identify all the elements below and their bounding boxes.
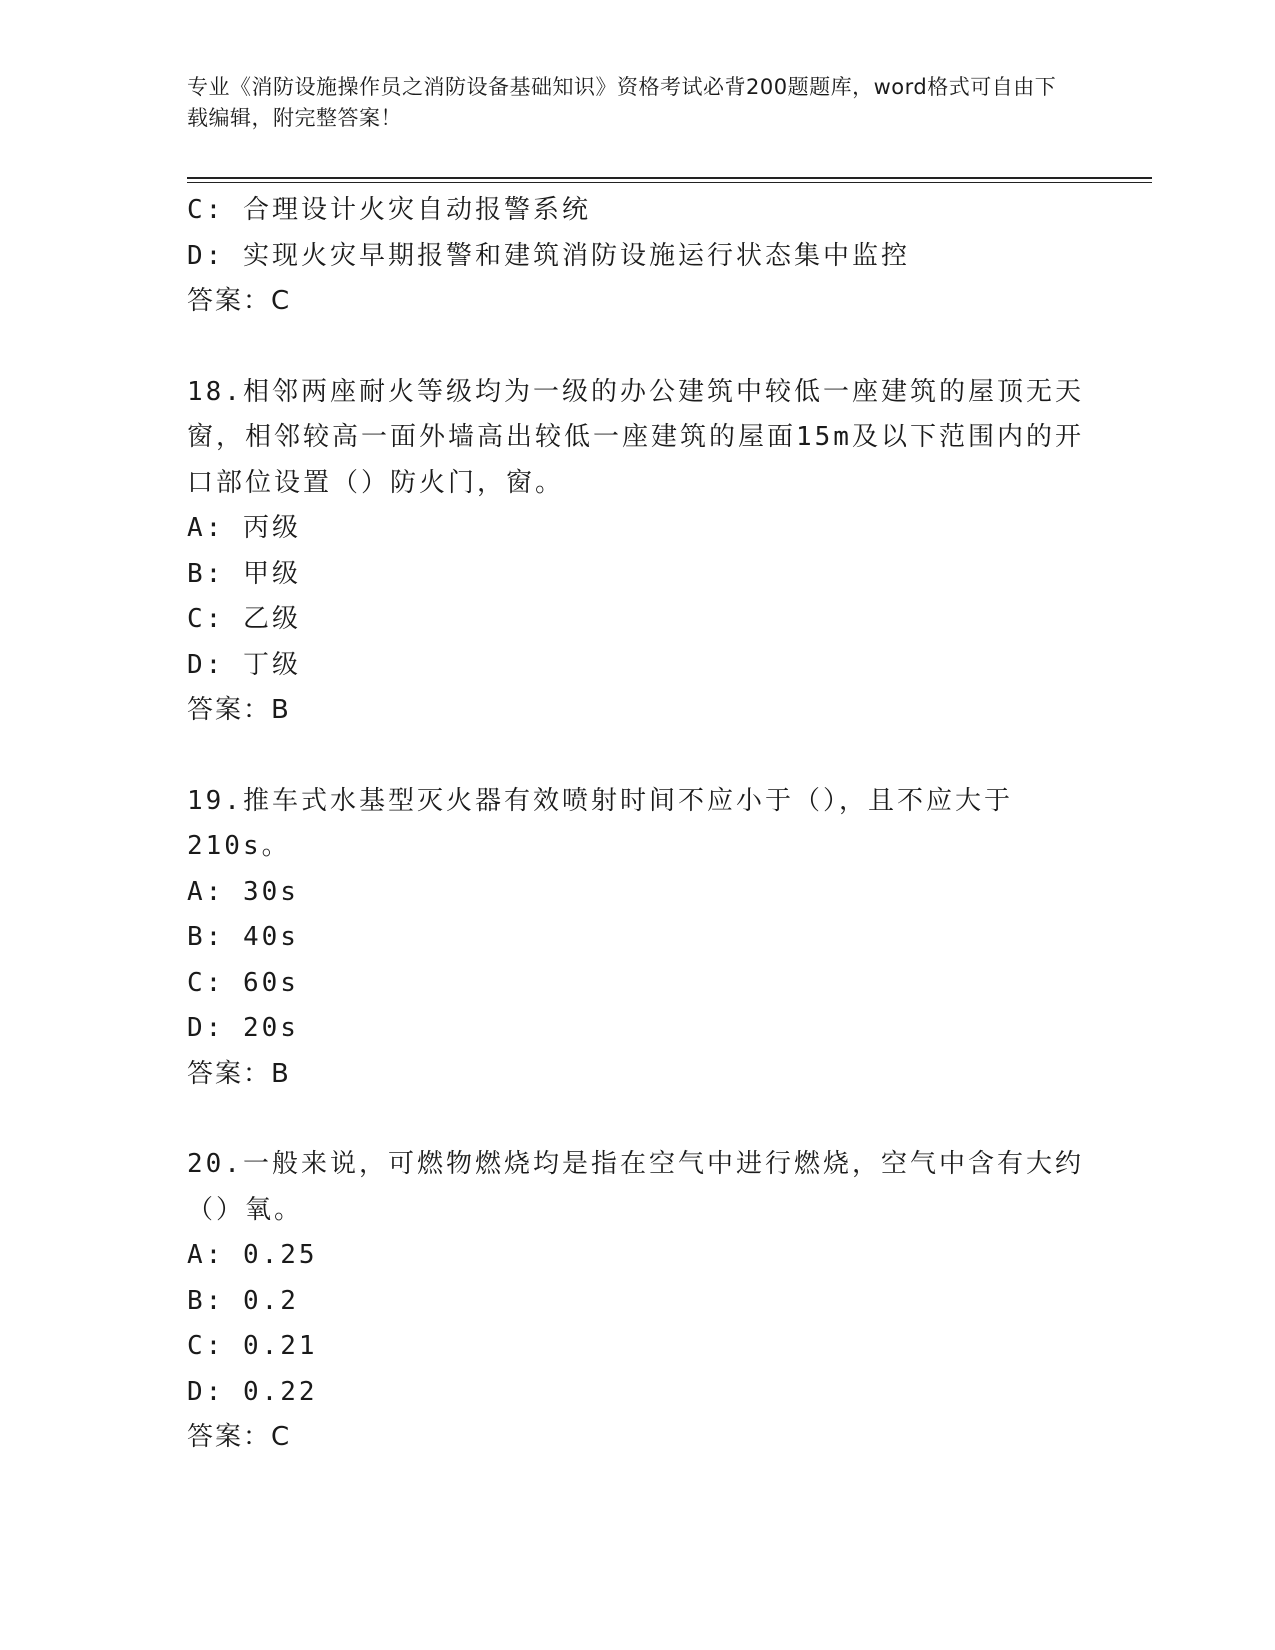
option-c: C: 合理设计火灾自动报警系统	[187, 195, 591, 225]
option-d: D: 丁级	[187, 649, 301, 680]
option-d: D: 20s	[187, 1013, 299, 1043]
option-d: D: 实现火灾早期报警和建筑消防设施运行状态集中监控	[187, 240, 910, 271]
option-b: B: 0.2	[187, 1285, 299, 1316]
question-stem: 20.一般来说，可燃物燃烧均是指在空气中进行燃烧，空气中含有大约（）氧。	[187, 1149, 1084, 1225]
header-divider-thick	[187, 177, 1152, 179]
option-b: B: 甲级	[187, 558, 301, 589]
option-b: B: 40s	[187, 922, 299, 952]
option-c: C: 60s	[187, 967, 299, 998]
question-stem: 18.相邻两座耐火等级均为一级的办公建筑中较低一座建筑的屋顶无天窗，相邻较高一面外墙高出较低一座建筑的屋面15m及以下范围内的开口部位设置（）防火门，窗。	[187, 376, 1084, 498]
question-20	[187, 1142, 1087, 1461]
document-intro: 专业《消防设施操作员之消防设备基础知识》资格考试必背200题题库，word格式可自由下载编辑，附完整答案！	[187, 75, 1057, 130]
answer-line: 答案：C	[187, 1422, 292, 1452]
answer-line: 答案：B	[187, 695, 291, 725]
prev-question-block	[187, 188, 1087, 325]
answer-line: 答案：B	[187, 1058, 291, 1089]
question-19	[187, 779, 1087, 1098]
question-list	[187, 188, 1087, 1461]
question-stem: 19.推车式水基型灭火器有效喷射时间不应小于（），且不应大于210s。	[187, 785, 1013, 861]
option-a: A: 30s	[187, 876, 299, 907]
question-18	[187, 370, 1087, 734]
option-a: A: 丙级	[187, 513, 301, 543]
option-c: C: 乙级	[187, 604, 301, 634]
header-divider-thin	[187, 182, 1152, 183]
option-c: C: 0.21	[187, 1331, 318, 1361]
option-d: D: 0.22	[187, 1376, 318, 1407]
answer-line: 答案：C	[187, 286, 292, 316]
option-a: A: 0.25	[187, 1240, 318, 1270]
